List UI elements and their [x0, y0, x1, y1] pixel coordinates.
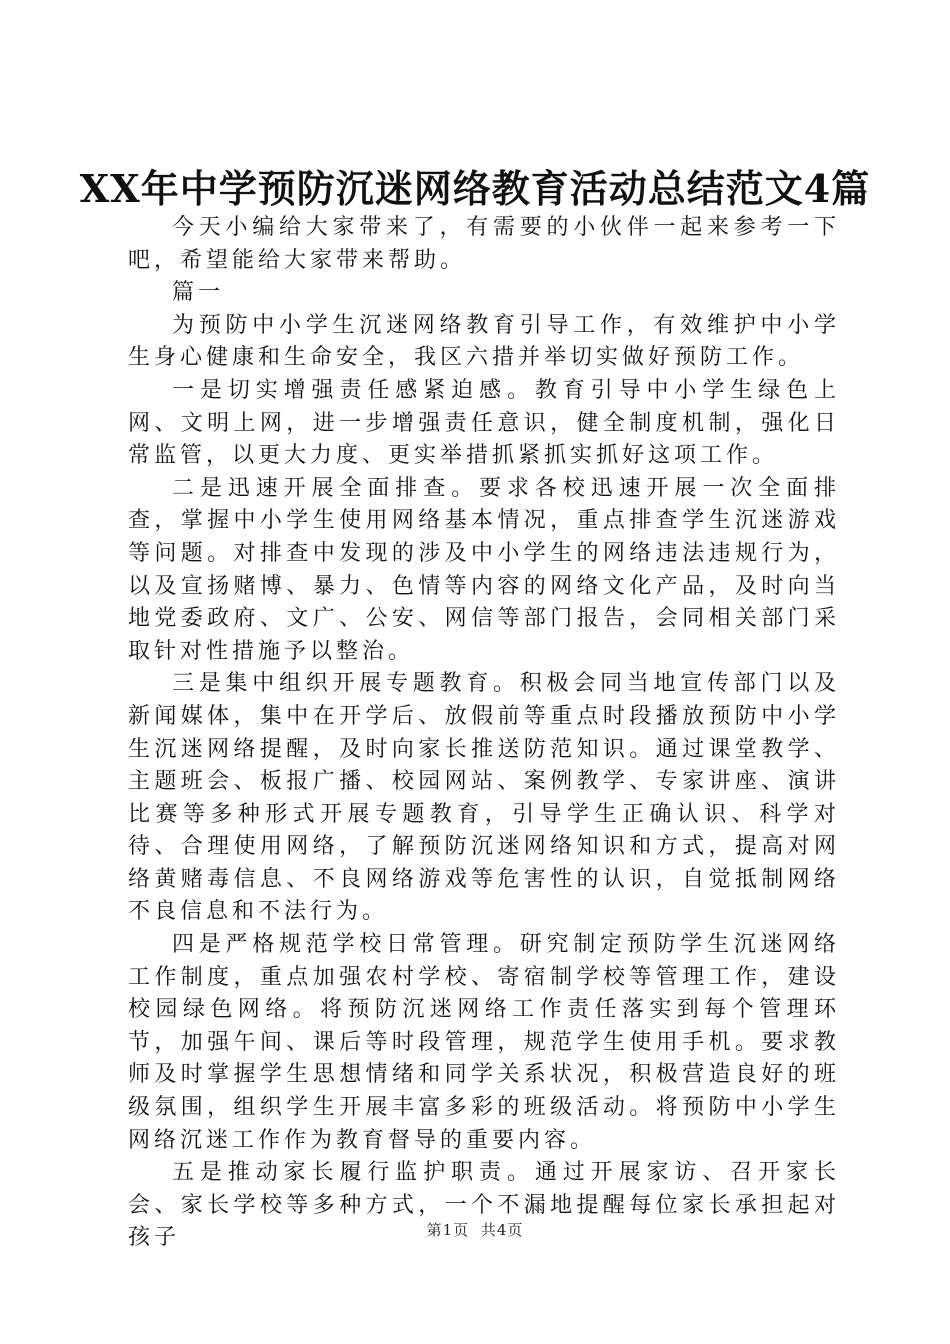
paragraph: 二是迅速开展全面排查。要求各校迅速开展一次全面排查，掌握中小学生使用网络基本情况，重点排查学生沉迷游戏等问题。对排查中发现的涉及中小学生的网络违法违规行为，以及宣扬赌博、暴力、色情等内容的网络文化产品，及时向当地党委政府、文广、公安、网信等部门报告，会同相关部门采取针对性措施予以整治。: [128, 475, 840, 664]
document-body: [128, 212, 840, 1255]
paragraph: 四是严格规范学校日常管理。研究制定预防学生沉迷网络工作制度，重点加强农村学校、寄宿制学校等管理工作，建设校园绿色网络。将预防沉迷网络工作责任落实到每个管理环节，加强午间、课后等时段管理，规范学生使用手机。要求教师及时掌握学生思想情绪和同学关系状况，积极营造良好的班级氛围，组织学生开展丰富多彩的班级活动。将预防中小学生网络沉迷工作作为教育督导的重要内容。: [128, 932, 840, 1153]
paragraph: 三是集中组织开展专题教育。积极会同当地宣传部门以及新闻媒体，集中在开学后、放假前等重点时段播放预防中小学生沉迷网络提醒，及时向家长推送防范知识。通过课堂教学、主题班会、板报广播、校园网站、案例教学、专家讲座、演讲比赛等多种形式开展专题教育，引导学生正确认识、科学对待、合理使用网络，了解预防沉迷网络知识和方式，提高对网络黄赌毒信息、不良网络游戏等危害性的认识，自觉抵制网络不良信息和不法行为。: [128, 671, 840, 925]
paragraph: 为预防中小学生沉迷网络教育引导工作，有效维护中小学生身心健康和生命安全，我区六措并举切实做好预防工作。: [128, 312, 840, 371]
paragraph-intro: 今天小编给大家带来了，有需要的小伙伴一起来参考一下吧，希望能给大家带来帮助。: [128, 215, 840, 273]
paragraph: 五是推动家长履行监护职责。通过开展家访、召开家长会、家长学校等多种方式，一个不漏地提醒每位家长承担起对孩子: [128, 1160, 840, 1251]
page-number-footer: 第1页 共4页: [426, 1221, 524, 1239]
paragraph: 一是切实增强责任感紧迫感。教育引导中小学生绿色上网、文明上网，进一步增强责任意识，健全制度机制，强化日常监管，以更大力度、更实举措抓紧抓实抓好这项工作。: [128, 377, 840, 469]
document-title: XX年中学预防沉迷网络教育活动总结范文4篇: [79, 166, 871, 211]
section-heading: 篇一: [172, 280, 225, 306]
